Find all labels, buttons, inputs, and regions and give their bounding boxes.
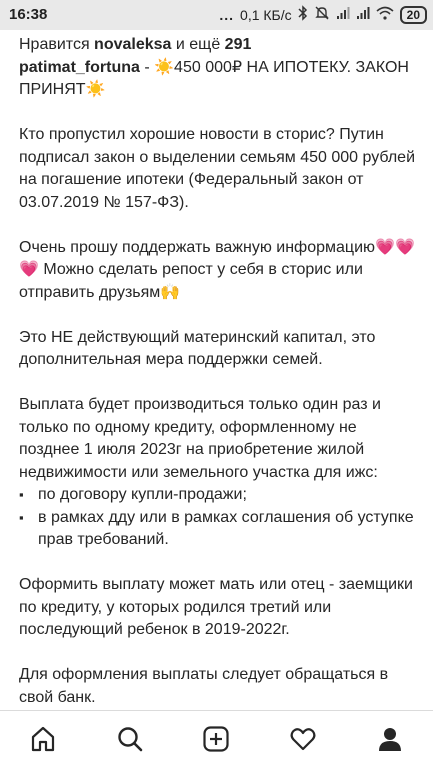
caption-paragraph: Для оформления выплаты следует обращаться в свой банк.	[19, 666, 389, 706]
caption-paragraph: Выплата будет производиться только один раз и только по одному кредиту, оформленному не позднее 1 июля 2023г на приобретение жилой недвижимости или земельного участка для ижс:	[19, 396, 381, 481]
bluetooth-icon	[298, 5, 308, 24]
network-speed: 0,1 КБ/с	[240, 6, 292, 23]
search-icon	[116, 725, 144, 758]
nav-activity-button[interactable]	[273, 711, 333, 771]
likes-user-link[interactable]: novaleksa	[94, 36, 172, 53]
battery-icon: 20	[400, 6, 427, 24]
profile-icon	[376, 725, 404, 758]
caption-head	[19, 57, 417, 102]
mute-icon	[314, 5, 330, 24]
home-icon	[29, 725, 57, 758]
signal-icon	[336, 6, 350, 23]
status-time: 16:38	[9, 6, 48, 23]
bullet-marker: ▪	[19, 487, 24, 502]
bottom-nav	[0, 710, 433, 771]
list-item-text: по договору купли-продажи;	[38, 486, 247, 503]
bullet-marker: ▪	[19, 509, 24, 525]
status-bar	[0, 0, 433, 30]
heart-icon	[289, 725, 317, 758]
nav-search-button[interactable]	[100, 711, 160, 771]
caption-paragraph: Это НЕ действующий материнский капитал, это дополнительная мера поддержки семей.	[19, 328, 376, 368]
list-item-text: в рамках дду или в рамках соглашения об уступке прав требований.	[38, 508, 414, 548]
nav-profile-button[interactable]	[360, 711, 420, 771]
likes-middle: и ещё	[171, 36, 225, 53]
likes-prefix: Нравится	[19, 36, 95, 53]
status-dots: ...	[219, 6, 235, 23]
caption-title: - ☀️450 000₽ НА ИПОТЕКУ. ЗАКОН ПРИНЯТ☀️	[19, 58, 409, 98]
caption-paragraph: Кто пропустил хорошие новости в сторис? Путин подписал закон о выделении семьям 450 000 рублей на погашение ипотеки (Федеральный закон от 03.07.2019 № 157-ФЗ).	[19, 126, 415, 211]
post-caption	[19, 34, 417, 709]
likes-line	[19, 34, 417, 57]
add-post-icon	[202, 725, 230, 758]
nav-home-button[interactable]	[13, 711, 73, 771]
caption-paragraph: Очень прошу поддержать важную информацию💗💗💗 Можно сделать репост у себя в сторис или отправить друзьям🙌	[19, 238, 415, 301]
caption-paragraph: Оформить выплату может мать или отец - заемщики по кредиту, у которых родился третий или последующий ребенок в 2019-2022г.	[19, 576, 413, 638]
author-link[interactable]: patimat_fortuna	[19, 58, 140, 76]
wifi-icon	[376, 6, 394, 23]
list-item	[19, 507, 417, 552]
status-icons	[219, 5, 427, 24]
signal-icon	[356, 6, 370, 23]
list-item	[19, 484, 417, 507]
likes-count-link[interactable]: 291	[224, 36, 252, 53]
nav-add-post-button[interactable]	[186, 711, 246, 771]
